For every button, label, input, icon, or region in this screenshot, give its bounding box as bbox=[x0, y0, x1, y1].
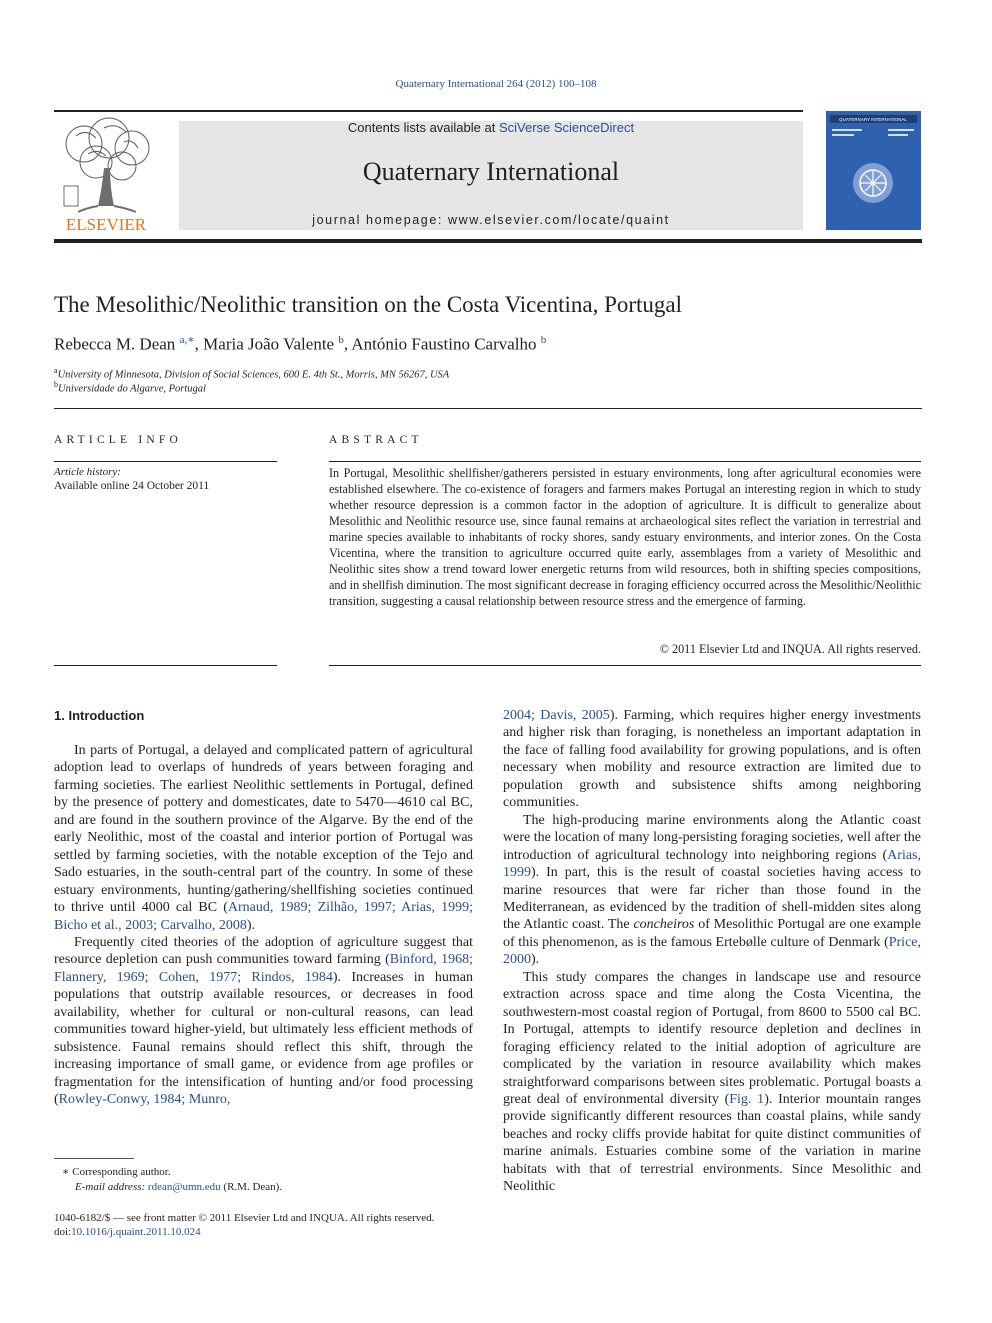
svg-text:ELSEVIER: ELSEVIER bbox=[65, 215, 147, 234]
doi-note bbox=[54, 1225, 201, 1240]
header-rule bbox=[54, 110, 803, 112]
paragraph bbox=[54, 934, 473, 1109]
affiliation-text: Universidade do Algarve, Portugal bbox=[58, 383, 206, 395]
journal-homepage[interactable]: journal homepage: www.elsevier.com/locate/quaint bbox=[312, 213, 670, 227]
svg-text:QUATERNARY INTERNATIONAL: QUATERNARY INTERNATIONAL bbox=[839, 117, 907, 122]
citation-link[interactable]: Binford, 1968; Flannery, 1969; Cohen, 1977; Rindos, 1984 bbox=[54, 952, 473, 985]
citation-link[interactable]: Arnaud, 1989; Zilhão, 1997; Arias, 1999; Bicho et al., 2003; Carvalho, 2008 bbox=[54, 900, 473, 933]
paragraph-text: Frequently cited theories of the adoption of agriculture suggest that resource depletion can push communities toward farming ( bbox=[54, 934, 473, 968]
corresponding-author-note bbox=[62, 1165, 171, 1180]
email-label: E-mail address: bbox=[75, 1181, 146, 1193]
front-matter-note: 1040-6182/$ — see front matter © 2011 Elsevier Ltd and INQUA. All rights reserved. bbox=[54, 1212, 435, 1224]
doi-link[interactable]: 10.1016/j.quaint.2011.10.024 bbox=[71, 1226, 201, 1238]
author-name: Maria João Valente bbox=[203, 334, 335, 354]
paragraph bbox=[503, 969, 921, 1196]
journal-cover-image bbox=[826, 111, 921, 230]
section-heading-introduction: 1. Introduction bbox=[54, 708, 145, 723]
elsevier-logo bbox=[54, 116, 158, 234]
author-name: António Faustino Carvalho bbox=[351, 334, 537, 354]
article-history-label: Article history: bbox=[54, 466, 121, 478]
footnote-marker: ∗ bbox=[62, 1166, 70, 1178]
paragraph bbox=[503, 707, 921, 812]
affiliation bbox=[54, 380, 206, 395]
paragraph-text: ). bbox=[246, 917, 256, 933]
article-info-heading: ARTICLE INFO bbox=[54, 434, 182, 446]
citation-link[interactable]: Price, 2000 bbox=[503, 934, 921, 968]
affiliation-marker: a bbox=[54, 366, 58, 375]
email-link[interactable]: rdean@umn.edu bbox=[147, 1181, 221, 1193]
author-affiliation-marker[interactable]: b bbox=[338, 334, 344, 346]
footnote-text: Corresponding author. bbox=[72, 1166, 171, 1178]
citation-link[interactable]: 2004; Davis, 2005 bbox=[503, 708, 610, 723]
paragraph-text: ). Farming, which requires higher energy investments and higher risk than foraging, is nonetheless an important adaptation in the face of falling food availability for growing populations, and is often necessary when mobility and resource extraction are limited due to population growth and subsistence shifts among neighboring communities. bbox=[503, 708, 921, 811]
paragraph-text: ). In part, this is the result of coastal societies having access to marine resources that were far richer than those found in the Mediterranean, as evidenced by the tradition of shell-midden sites along the Atlantic coast. The bbox=[503, 865, 921, 933]
citation-link[interactable]: Arias, 1999 bbox=[503, 847, 921, 881]
body-left-column bbox=[54, 742, 473, 1109]
sciencedirect-link[interactable]: SciVerse ScienceDirect bbox=[498, 120, 635, 135]
affiliation-text: University of Minnesota, Division of Social Sciences, 600 E. 4th St., Morris, MN 56267, USA bbox=[57, 369, 450, 381]
author-affiliation-marker[interactable]: a,∗ bbox=[179, 334, 195, 346]
abstract-heading: ABSTRACT bbox=[329, 434, 423, 446]
affiliation-marker: b bbox=[54, 380, 58, 389]
article-info-rule bbox=[54, 461, 277, 462]
author-list bbox=[54, 333, 934, 355]
paragraph-text: ). bbox=[531, 952, 540, 968]
citation-link[interactable]: Rowley-Conwy, 1984; Munro, bbox=[58, 1092, 231, 1108]
abstract-bottom-rule bbox=[329, 665, 921, 666]
paragraph-text: ). Increases in human populations that outstrip available resources, or decreases in food availability, whether for cultural or non-cultural reasons, can lead communities toward higher-yield, but ultimately less efficient methods of subsistence. Faunal remains should reflect this shift, through the increasing importance of small game, or evidence from age profiles or fragmentation for the intensification of hunting and/or food processing ( bbox=[54, 969, 473, 1108]
contents-prefix: Contents lists available at bbox=[347, 120, 499, 135]
paragraph-text: This study compares the changes in landscape use and resource extraction across space and time along the Costa Vicentina, the southwestern-most coastal region of Portugal, from 8600 to 5500 cal BC. In Portugal, attempts to identify resource depletion and declines in foraging efficiency related to the initial adoption of agriculture are complicated by the variation in resource availability which makes straightforward comparisons between sites problematic. Portugal boasts a great deal of environmental diversity ( bbox=[503, 969, 921, 1107]
affiliation bbox=[54, 366, 449, 381]
paragraph bbox=[54, 742, 473, 934]
figure-link[interactable]: Fig. 1 bbox=[729, 1091, 765, 1107]
article-info-bottom-rule bbox=[54, 665, 277, 666]
paragraph-text: In parts of Portugal, a delayed and complicated pattern of agricultural adoption lead to overlaps of hundreds of years between foraging and farming societies. The earliest Neolithic settlements in Portugal, defined by the presence of pottery and domesticates, date to 5470—4610 cal BC, and are found in the southern province of the Algarve. By the end of the early Neolithic, most of the coastal and interior portion of Portugal was settled by farming societies, with the notable exception of the Tejo and Sado estuaries, in the south-central part of the country. In some of these estuary environments, hunting/gathering/shellfishing societies continued to thrive until 4000 cal BC ( bbox=[54, 743, 473, 916]
author-separator: , bbox=[343, 334, 352, 354]
author-name: Rebecca M. Dean bbox=[54, 334, 176, 354]
abstract-text: In Portugal, Mesolithic shellfisher/gatherers persisted in estuary environments, long after agricultural economies were established elsewhere. The co-existence of foragers and farmers makes Portugal an interesting region in which to study whether resource depression is a common factor in the adoption of agriculture. It is difficult to generalize about Mesolithic and Neolithic resource use, since faunal remains at archaeological sites reflect the variation in terrestrial and marine species available to inhabitants of rocky shores, sandy estuary environments, and interior zones. On the Costa Vicentina, where the transition to agriculture occurred quite early, assemblages from a variety of Mesolithic and Neolithic sites show a trend toward lower energetic returns from wild resources, both in shifting species compositions, and in shellfish diminution. The most significant decrease in foraging efficiency occurred across the Mesolithic/Neolithic transition, suggesting a causal relationship between resource stress and the emergence of farming. bbox=[329, 466, 921, 608]
author-affiliation-marker[interactable]: b bbox=[540, 334, 547, 346]
elsevier-tree-icon bbox=[54, 116, 158, 234]
paragraph-text: The high-producing marine environments along the Atlantic coast were the location of many long-persisting foraging societies, well after the introduction of agricultural technology into neighboring regions ( bbox=[503, 812, 921, 863]
article-title: The Mesolithic/Neolithic transition on the Costa Vicentina, Portugal bbox=[54, 292, 683, 317]
affiliation-rule bbox=[54, 408, 922, 409]
contents-line bbox=[179, 120, 803, 135]
doi-label: doi: bbox=[54, 1226, 72, 1238]
journal-title: Quaternary International bbox=[362, 157, 620, 186]
paragraph bbox=[503, 812, 921, 969]
author-separator: , bbox=[194, 334, 204, 354]
footnote-rule bbox=[54, 1158, 134, 1159]
header-thick-rule bbox=[54, 239, 922, 243]
emphasis-text: concheiros bbox=[633, 917, 695, 933]
email-note bbox=[75, 1180, 282, 1195]
abstract-copyright: © 2011 Elsevier Ltd and INQUA. All rights reserved. bbox=[659, 642, 921, 656]
paragraph-text: of Mesolithic Portugal are one example of this phenomenon, as is the famous Ertebølle culture of Denmark ( bbox=[503, 917, 921, 950]
paragraph-text: ). Interior mountain ranges provide significantly different resources than coastal plains, while sandy beaches and rocky cliffs provide habitat for quite distinct communities of marine animals. Estuaries combine some of the variation in marine habitats with that of terrestrial environments. Since Mesolithic and Neolithic bbox=[503, 1091, 922, 1195]
journal-citation[interactable]: Quaternary International 264 (2012) 100–108 bbox=[395, 78, 597, 90]
abstract-rule bbox=[329, 461, 921, 462]
body-right-column bbox=[503, 707, 921, 1196]
article-history-text: Available online 24 October 2011 bbox=[54, 480, 210, 492]
email-suffix: (R.M. Dean). bbox=[220, 1181, 283, 1193]
